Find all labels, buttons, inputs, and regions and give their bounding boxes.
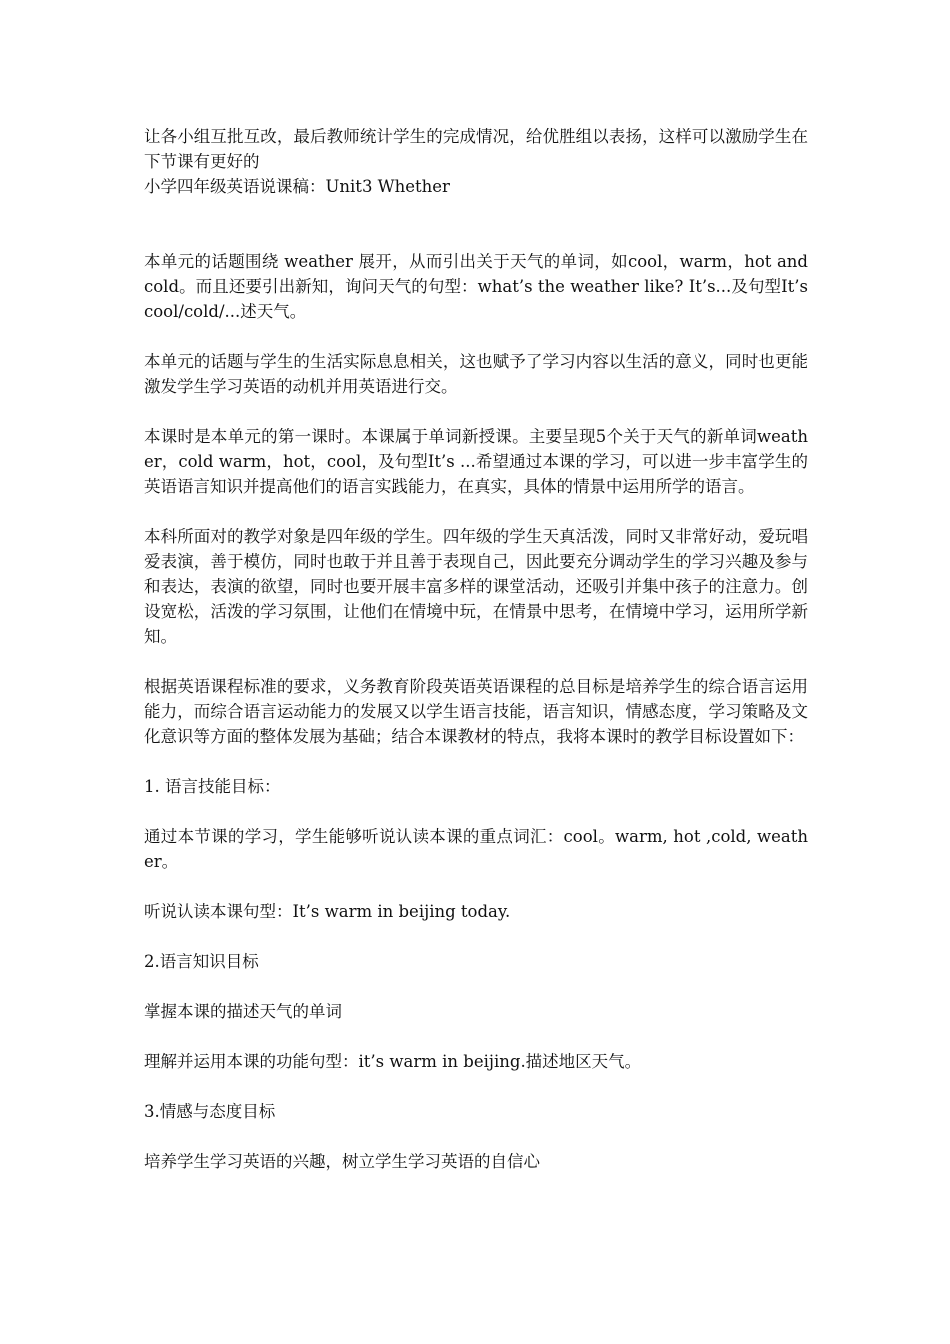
heading-knowledge-goals: 2.语言知识目标 [144, 952, 259, 971]
paragraph-vocabulary: 通过本节课的学习，学生能够听说认读本课的重点词汇：cool。warm, hot ,cold, weather。 [144, 827, 808, 871]
paragraph-standards: 根据英语课程标准的要求，义务教育阶段英语英语课程的总目标是培养学生的综合语言运用能力，而综合语言运动能力的发展又以学生语言技能，语言知识，情感态度，学习策略及文化意识等方面的整体发展为基础；结合本课教材的特点，我将本课时的教学目标设置如下： [144, 677, 808, 746]
document-title: 小学四年级英语说课稿：Unit3 Whether [144, 177, 450, 196]
paragraph-students: 本科所面对的教学对象是四年级的学生。四年级的学生天真活泼，同时又非常好动，爱玩唱爱表演，善于模仿，同时也敢于并且善于表现自己，因此要充分调动学生的学习兴趣及参与和表达，表演的欲望，同时也要开展丰富多样的课堂活动，还吸引并集中孩子的注意力。创设宽松，活泼的学习氛围，让他们在情境中玩，在情景中思考，在情境中学习，运用所学新知。 [144, 527, 808, 646]
paragraph-sentence: 听说认读本课句型：It’s warm in beijing today. [144, 902, 511, 921]
paragraph-relevance: 本单元的话题与学生的生活实际息息相关，这也赋予了学习内容以生活的意义，同时也更能激发学生学习英语的动机并用英语进行交。 [144, 352, 808, 396]
paragraph-function-sentence: 理解并运用本课的功能句型：it’s warm in beijing.描述地区天气。 [144, 1052, 642, 1071]
paragraph-topic: 本单元的话题围绕 weather 展开，从而引出关于天气的单词，如cool，warm，hot and cold。而且还要引出新知，询问天气的句型：what’s the weather like? It’s...及句型It’s cool/cold/...述天气。 [144, 252, 808, 321]
intro-line: 让各小组互批互改，最后教师统计学生的完成情况，给优胜组以表扬，这样可以激励学生在下节课有更好的 [144, 127, 808, 171]
paragraph-lesson: 本课时是本单元的第一课时。本课属于单词新授课。主要呈现5个关于天气的新单词weather，cold warm，hot，cool，及句型It’s ...希望通过本课的学习，可以进一步丰富学生的英语语言知识并提高他们的语言实践能力，在真实，具体的情景中运用所学的语言。 [144, 427, 808, 496]
paragraph-weather-words: 掌握本课的描述天气的单词 [144, 1002, 342, 1021]
heading-attitude-goals: 3.情感与态度目标 [144, 1102, 276, 1121]
paragraph-interest: 培养学生学习英语的兴趣，树立学生学习英语的自信心 [144, 1152, 540, 1171]
heading-skill-goals: 1. 语言技能目标： [144, 777, 281, 796]
document-page [144, 124, 808, 1174]
